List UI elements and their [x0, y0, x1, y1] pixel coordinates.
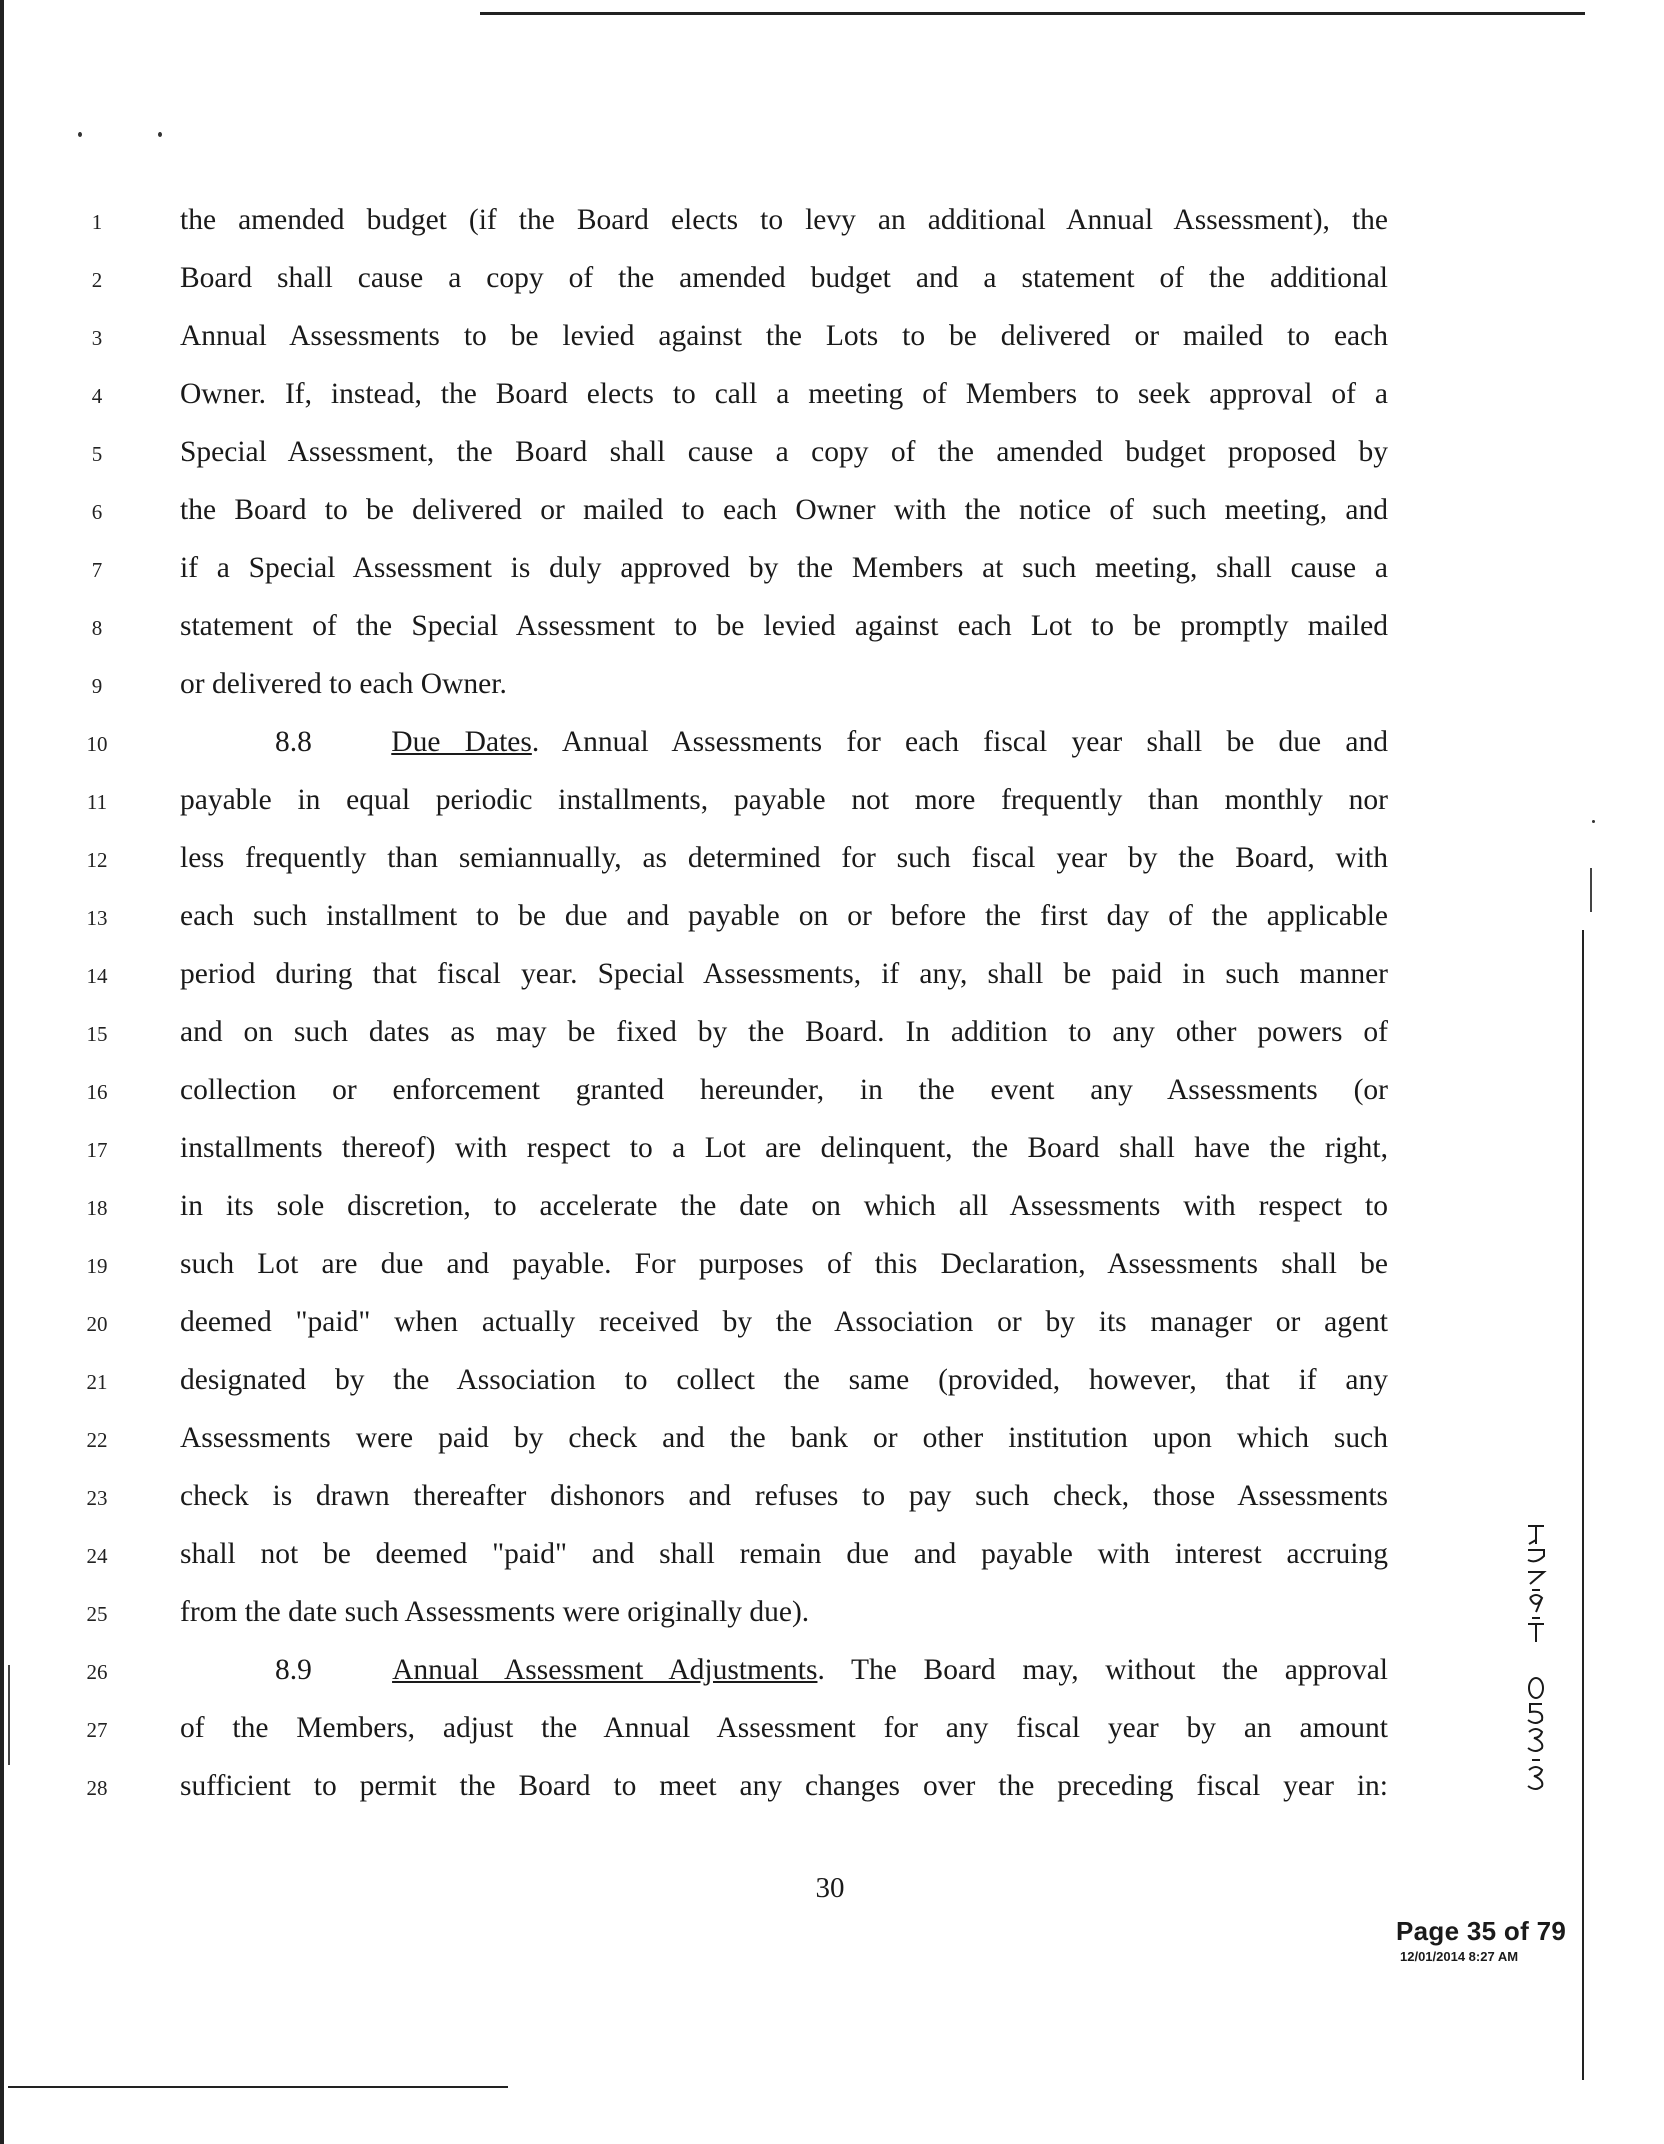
line-number: 7: [91, 558, 103, 582]
line-number: 6: [91, 500, 103, 524]
line-9: [0, 664, 1664, 722]
line-number: 17: [86, 1138, 108, 1162]
section-number: 8.9: [275, 1654, 312, 1686]
line-number: 4: [91, 384, 103, 408]
line-text: sufficient to permit the Board to meet any changes over the preceding fiscal year in:: [180, 1770, 1388, 1802]
line-number: 28: [86, 1776, 108, 1800]
line-number: 3: [91, 326, 103, 350]
line-number: 12: [86, 848, 108, 872]
line-12: [0, 838, 1664, 896]
line-text: Annual Assessments to be levied against the Lots to be delivered or mailed to each: [180, 320, 1388, 352]
line-text: if a Special Assessment is duly approved by the Members at such meeting, shall cause a: [180, 552, 1388, 584]
line-number: 26: [86, 1660, 108, 1684]
line-text: shall not be deemed "paid" and shall remain due and payable with interest accruing: [180, 1538, 1388, 1570]
line-text: in its sole discretion, to accelerate the date on which all Assessments with respect to: [180, 1190, 1388, 1222]
scan-bottom-rule: [8, 2086, 508, 2088]
line-text: check is drawn thereafter dishonors and refuses to pay such check, those Assessments: [180, 1480, 1388, 1512]
scan-speck: [78, 132, 82, 137]
scan-top-rule: [480, 12, 1585, 15]
line-number: 21: [86, 1370, 108, 1394]
line-text: less frequently than semiannually, as determined for such fiscal year by the Board, with: [180, 842, 1388, 874]
line-14: [0, 954, 1664, 1012]
line-text: period during that fiscal year. Special Assessments, if any, shall be paid in such manner: [180, 958, 1388, 990]
line-18: [0, 1186, 1664, 1244]
line-number: 15: [86, 1022, 108, 1046]
line-20: [0, 1302, 1664, 1360]
page-number: 30: [815, 1872, 845, 1904]
line-text: statement of the Special Assessment to be levied against each Lot to be promptly mailed: [180, 610, 1388, 642]
line-6: [0, 490, 1664, 548]
line-7: [0, 548, 1664, 606]
line-2: [0, 258, 1664, 316]
line-number: 19: [86, 1254, 108, 1278]
line-15: [0, 1012, 1664, 1070]
line-3: [0, 316, 1664, 374]
line-number: 23: [86, 1486, 108, 1510]
line-number: 27: [86, 1718, 108, 1742]
line-text: [180, 722, 1388, 762]
line-text: the amended budget (if the Board elects to levy an additional Annual Assessment), the: [180, 204, 1388, 236]
line-text: Special Assessment, the Board shall cause a copy of the amended budget proposed by: [180, 436, 1388, 468]
line-25: [0, 1592, 1664, 1650]
section-heading: Annual Assessment Adjustments: [392, 1654, 818, 1686]
line-number: 5: [91, 442, 103, 466]
line-text: [180, 1650, 1388, 1690]
line-26: [0, 1650, 1664, 1708]
line-17: [0, 1128, 1664, 1186]
line-1: [0, 200, 1664, 258]
line-text: and on such dates as may be fixed by the Board. In addition to any other powers of: [180, 1016, 1388, 1048]
line-number: 25: [86, 1602, 108, 1626]
recording-code-glyphs: [1520, 1520, 1552, 1800]
line-text: collection or enforcement granted hereunder, in the event any Assessments (or: [180, 1074, 1388, 1106]
line-number: 24: [86, 1544, 108, 1568]
line-8: [0, 606, 1664, 664]
line-number: 11: [86, 790, 108, 814]
line-11: [0, 780, 1664, 838]
line-number: 22: [86, 1428, 108, 1452]
line-text: the Board to be delivered or mailed to each Owner with the notice of such meeting, and: [180, 494, 1388, 526]
section-heading: Due Dates: [391, 726, 532, 758]
scan-speck: [158, 132, 162, 137]
line-number: 2: [91, 268, 103, 292]
line-16: [0, 1070, 1664, 1128]
line-number: 18: [86, 1196, 108, 1220]
line-text: of the Members, adjust the Annual Assessment for any fiscal year by an amount: [180, 1712, 1388, 1744]
line-text: Owner. If, instead, the Board elects to call a meeting of Members to seek approval of a: [180, 378, 1388, 410]
line-number: 13: [86, 906, 108, 930]
recording-page-label: Page 35 of 79: [1396, 1916, 1567, 1946]
line-27: [0, 1708, 1664, 1766]
line-19: [0, 1244, 1664, 1302]
line-21: [0, 1360, 1664, 1418]
line-22: [0, 1418, 1664, 1476]
line-text: Board shall cause a copy of the amended budget and a statement of the additional: [180, 262, 1388, 294]
line-number: 10: [86, 732, 108, 756]
line-text: Assessments were paid by check and the bank or other institution upon which such: [180, 1422, 1388, 1454]
line-4: [0, 374, 1664, 432]
recording-code-stamp: [1520, 1520, 1552, 1800]
recording-stamp: [1396, 1916, 1596, 1964]
line-text: or delivered to each Owner.: [180, 668, 507, 700]
line-number: 9: [91, 674, 103, 698]
recording-timestamp: 12/01/2014 8:27 AM: [1400, 1949, 1519, 1964]
line-number: 8: [91, 616, 103, 640]
line-13: [0, 896, 1664, 954]
line-number: 14: [86, 964, 108, 988]
line-text-rest: . The Board may, without the approval: [817, 1654, 1388, 1686]
line-text: payable in equal periodic installments, payable not more frequently than monthly nor: [180, 784, 1388, 816]
line-text: from the date such Assessments were originally due).: [180, 1596, 810, 1628]
section-number: 8.8: [275, 726, 312, 758]
line-text: such Lot are due and payable. For purposes of this Declaration, Assessments shall be: [180, 1248, 1388, 1280]
line-number: 20: [86, 1312, 108, 1336]
line-5: [0, 432, 1664, 490]
line-text: designated by the Association to collect the same (provided, however, that if any: [180, 1364, 1388, 1396]
line-text: deemed "paid" when actually received by the Association or by its manager or agent: [180, 1306, 1388, 1338]
line-number: 1: [91, 210, 103, 234]
line-10: [0, 722, 1664, 780]
line-23: [0, 1476, 1664, 1534]
line-number: 16: [86, 1080, 108, 1104]
line-text: each such installment to be due and payable on or before the first day of the applicable: [180, 900, 1388, 932]
line-text: installments thereof) with respect to a Lot are delinquent, the Board shall have the right,: [180, 1132, 1388, 1164]
line-text-rest: . Annual Assessments for each fiscal year shall be due and: [531, 726, 1388, 758]
line-28: [0, 1766, 1664, 1824]
line-24: [0, 1534, 1664, 1592]
